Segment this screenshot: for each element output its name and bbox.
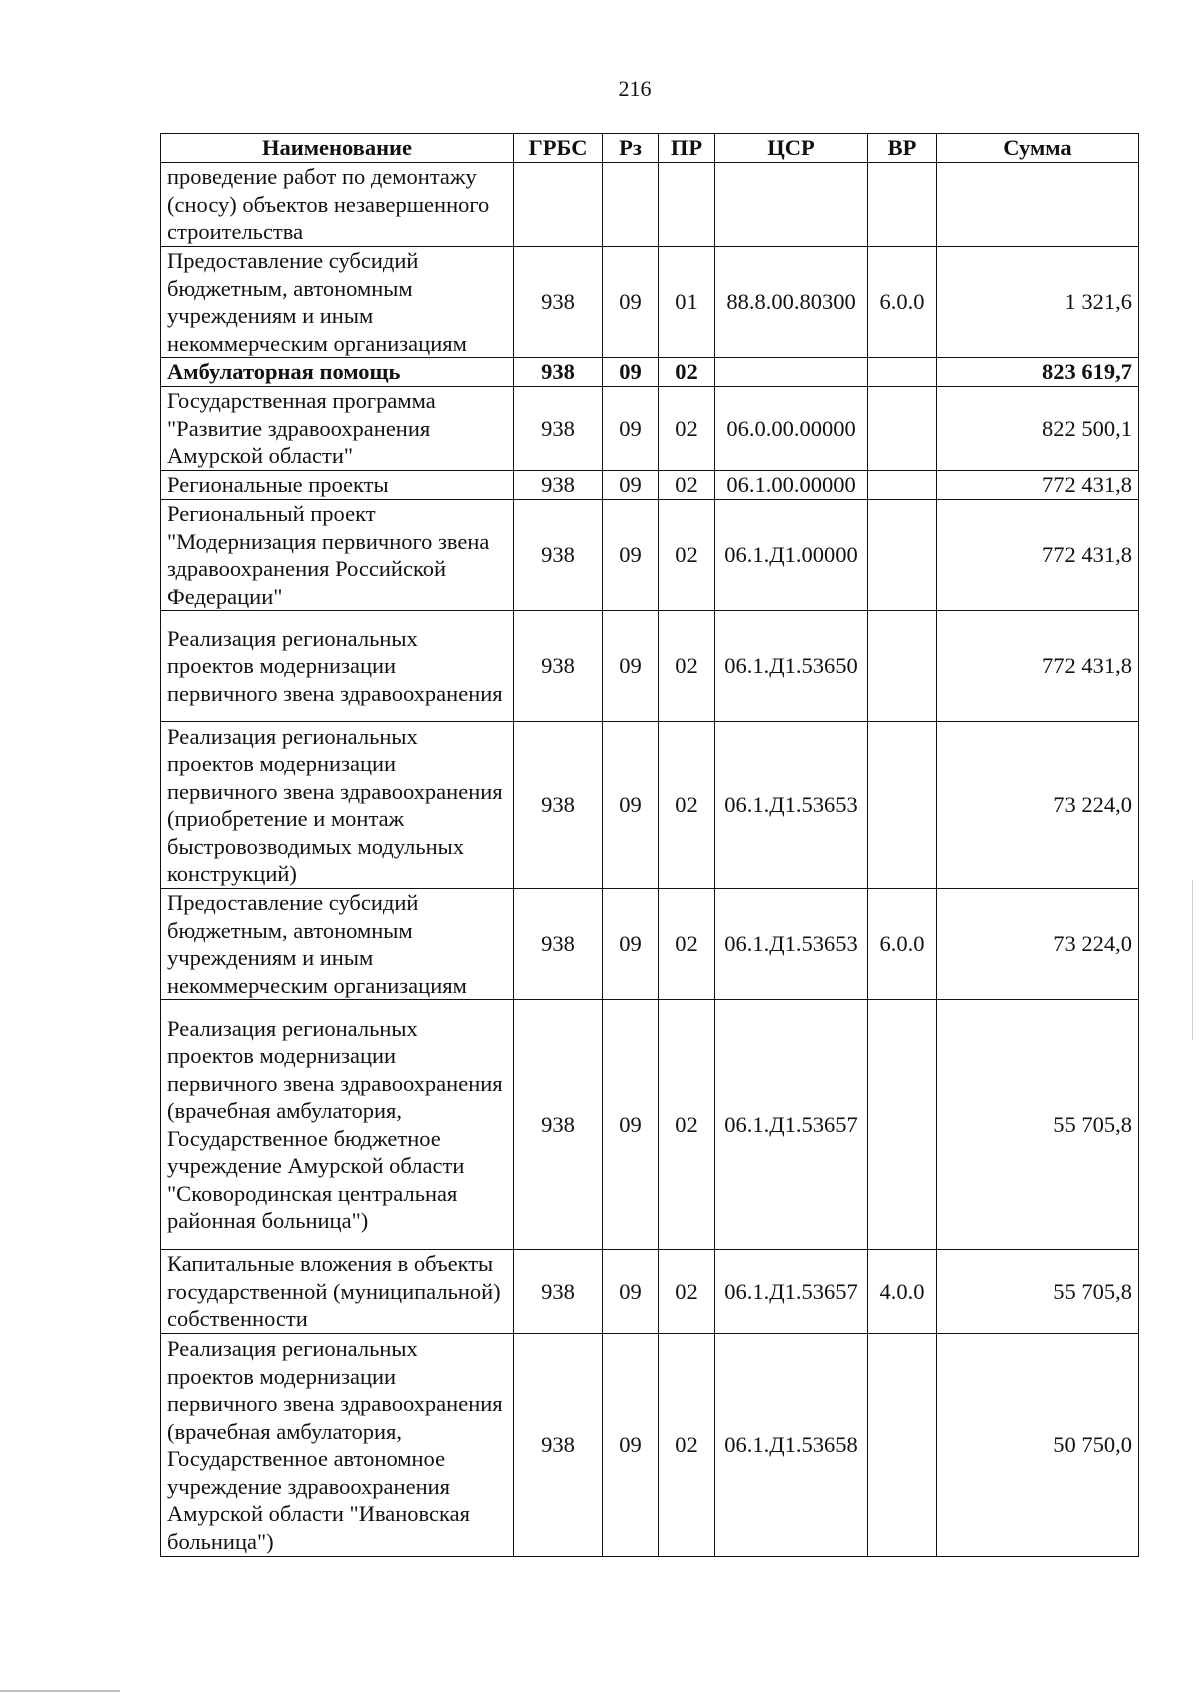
cell-grbs: 938 xyxy=(514,500,603,611)
cell-pr: 02 xyxy=(659,500,715,611)
cell-pr xyxy=(659,163,715,247)
cell-vr xyxy=(868,163,937,247)
cell-rz: 09 xyxy=(603,722,659,889)
cell-rz: 09 xyxy=(603,1000,659,1250)
cell-grbs: 938 xyxy=(514,1000,603,1250)
cell-sum: 772 431,8 xyxy=(937,500,1139,611)
page-number: 216 xyxy=(618,76,652,101)
cell-name: Региональные проекты xyxy=(161,471,514,500)
cell-sum xyxy=(937,163,1139,247)
cell-rz: 09 xyxy=(603,500,659,611)
cell-rz: 09 xyxy=(603,611,659,722)
cell-vr xyxy=(868,471,937,500)
cell-vr: 6.0.0 xyxy=(868,247,937,358)
header-name: Наименование xyxy=(161,134,514,163)
section-row xyxy=(161,358,1139,387)
table-row xyxy=(161,722,1139,889)
cell-vr: 6.0.0 xyxy=(868,889,937,1000)
cell-sum: 823 619,7 xyxy=(937,358,1139,387)
cell-csr: 88.8.00.80300 xyxy=(715,247,868,358)
table-row xyxy=(161,471,1139,500)
cell-grbs: 938 xyxy=(514,611,603,722)
cell-vr xyxy=(868,1000,937,1250)
cell-name: Региональный проект "Модернизация первичного звена здравоохранения Российской Федерации" xyxy=(161,500,514,611)
cell-rz: 09 xyxy=(603,889,659,1000)
cell-grbs: 938 xyxy=(514,1250,603,1334)
cell-pr: 02 xyxy=(659,722,715,889)
cell-sum: 73 224,0 xyxy=(937,722,1139,889)
table-row xyxy=(161,1250,1139,1334)
table-row xyxy=(161,1334,1139,1557)
cell-name: Предоставление субсидий бюджетным, автономным учреждениям и иным некоммерческим организациям xyxy=(161,889,514,1000)
cell-vr xyxy=(868,1334,937,1557)
cell-sum: 55 705,8 xyxy=(937,1250,1139,1334)
cell-pr: 02 xyxy=(659,358,715,387)
cell-pr: 02 xyxy=(659,1000,715,1250)
cell-name: Предоставление субсидий бюджетным, автономным учреждениям и иным некоммерческим организациям xyxy=(161,247,514,358)
cell-name: Государственная программа "Развитие здравоохранения Амурской области" xyxy=(161,387,514,471)
header-vr: ВР xyxy=(868,134,937,163)
table-row xyxy=(161,611,1139,722)
cell-csr: 06.1.Д1.53653 xyxy=(715,889,868,1000)
cell-grbs: 938 xyxy=(514,471,603,500)
scan-edge-mark xyxy=(1192,880,1193,1040)
table-row xyxy=(161,247,1139,358)
cell-grbs: 938 xyxy=(514,247,603,358)
cell-grbs: 938 xyxy=(514,722,603,889)
cell-rz: 09 xyxy=(603,247,659,358)
cell-csr: 06.1.Д1.53650 xyxy=(715,611,868,722)
cell-csr: 06.1.Д1.53657 xyxy=(715,1000,868,1250)
header-grbs: ГРБС xyxy=(514,134,603,163)
cell-csr: 06.1.Д1.53657 xyxy=(715,1250,868,1334)
cell-name: Амбулаторная помощь xyxy=(161,358,514,387)
cell-sum: 73 224,0 xyxy=(937,889,1139,1000)
cell-rz: 09 xyxy=(603,387,659,471)
cell-name: Капитальные вложения в объекты государственной (муниципальной) собственности xyxy=(161,1250,514,1334)
cell-vr xyxy=(868,611,937,722)
cell-name: проведение работ по демонтажу (сносу) объектов незавершенного строительства xyxy=(161,163,514,247)
table-row xyxy=(161,1000,1139,1250)
cell-grbs: 938 xyxy=(514,358,603,387)
cell-name: Реализация региональных проектов модернизации первичного звена здравоохранения (врачебная амбулатория, Государственное автономное учреждение здравоохранения Амурской области "Ивановская больница") xyxy=(161,1334,514,1557)
cell-pr: 02 xyxy=(659,889,715,1000)
table-row xyxy=(161,387,1139,471)
cell-rz: 09 xyxy=(603,358,659,387)
table-row xyxy=(161,500,1139,611)
cell-sum: 55 705,8 xyxy=(937,1000,1139,1250)
cell-vr: 4.0.0 xyxy=(868,1250,937,1334)
cell-pr: 02 xyxy=(659,1334,715,1557)
budget-table xyxy=(160,133,1139,1557)
scan-bottom-mark xyxy=(0,1690,120,1692)
cell-vr xyxy=(868,358,937,387)
cell-rz: 09 xyxy=(603,1250,659,1334)
cell-pr: 02 xyxy=(659,471,715,500)
cell-csr: 06.1.00.00000 xyxy=(715,471,868,500)
cell-name: Реализация региональных проектов модернизации первичного звена здравоохранения (врачебная амбулатория, Государственное бюджетное учреждение Амурской области "Сковородинская центральная районная больница") xyxy=(161,1000,514,1250)
cell-sum: 772 431,8 xyxy=(937,611,1139,722)
cell-name: Реализация региональных проектов модернизации первичного звена здравоохранения (приобретение и монтаж быстровозводимых модульных конструкций) xyxy=(161,722,514,889)
cell-vr xyxy=(868,500,937,611)
header-rz: Рз xyxy=(603,134,659,163)
cell-csr xyxy=(715,163,868,247)
header-sum: Сумма xyxy=(937,134,1139,163)
cell-csr: 06.0.00.00000 xyxy=(715,387,868,471)
cell-sum: 772 431,8 xyxy=(937,471,1139,500)
cell-sum: 50 750,0 xyxy=(937,1334,1139,1557)
cell-csr: 06.1.Д1.00000 xyxy=(715,500,868,611)
cell-grbs: 938 xyxy=(514,387,603,471)
cell-csr: 06.1.Д1.53653 xyxy=(715,722,868,889)
cell-grbs: 938 xyxy=(514,1334,603,1557)
table-header-row xyxy=(161,134,1139,163)
cell-grbs xyxy=(514,163,603,247)
cell-rz: 09 xyxy=(603,471,659,500)
cell-rz xyxy=(603,163,659,247)
cell-sum: 822 500,1 xyxy=(937,387,1139,471)
cell-sum: 1 321,6 xyxy=(937,247,1139,358)
cell-csr xyxy=(715,358,868,387)
header-csr: ЦСР xyxy=(715,134,868,163)
cell-grbs: 938 xyxy=(514,889,603,1000)
cell-csr: 06.1.Д1.53658 xyxy=(715,1334,868,1557)
cell-pr: 02 xyxy=(659,611,715,722)
cell-vr xyxy=(868,387,937,471)
cell-vr xyxy=(868,722,937,889)
table-row xyxy=(161,889,1139,1000)
cell-rz: 09 xyxy=(603,1334,659,1557)
cell-pr: 02 xyxy=(659,387,715,471)
cell-pr: 01 xyxy=(659,247,715,358)
table-row xyxy=(161,163,1139,247)
cell-name: Реализация региональных проектов модернизации первичного звена здравоохранения xyxy=(161,611,514,722)
cell-pr: 02 xyxy=(659,1250,715,1334)
header-pr: ПР xyxy=(659,134,715,163)
